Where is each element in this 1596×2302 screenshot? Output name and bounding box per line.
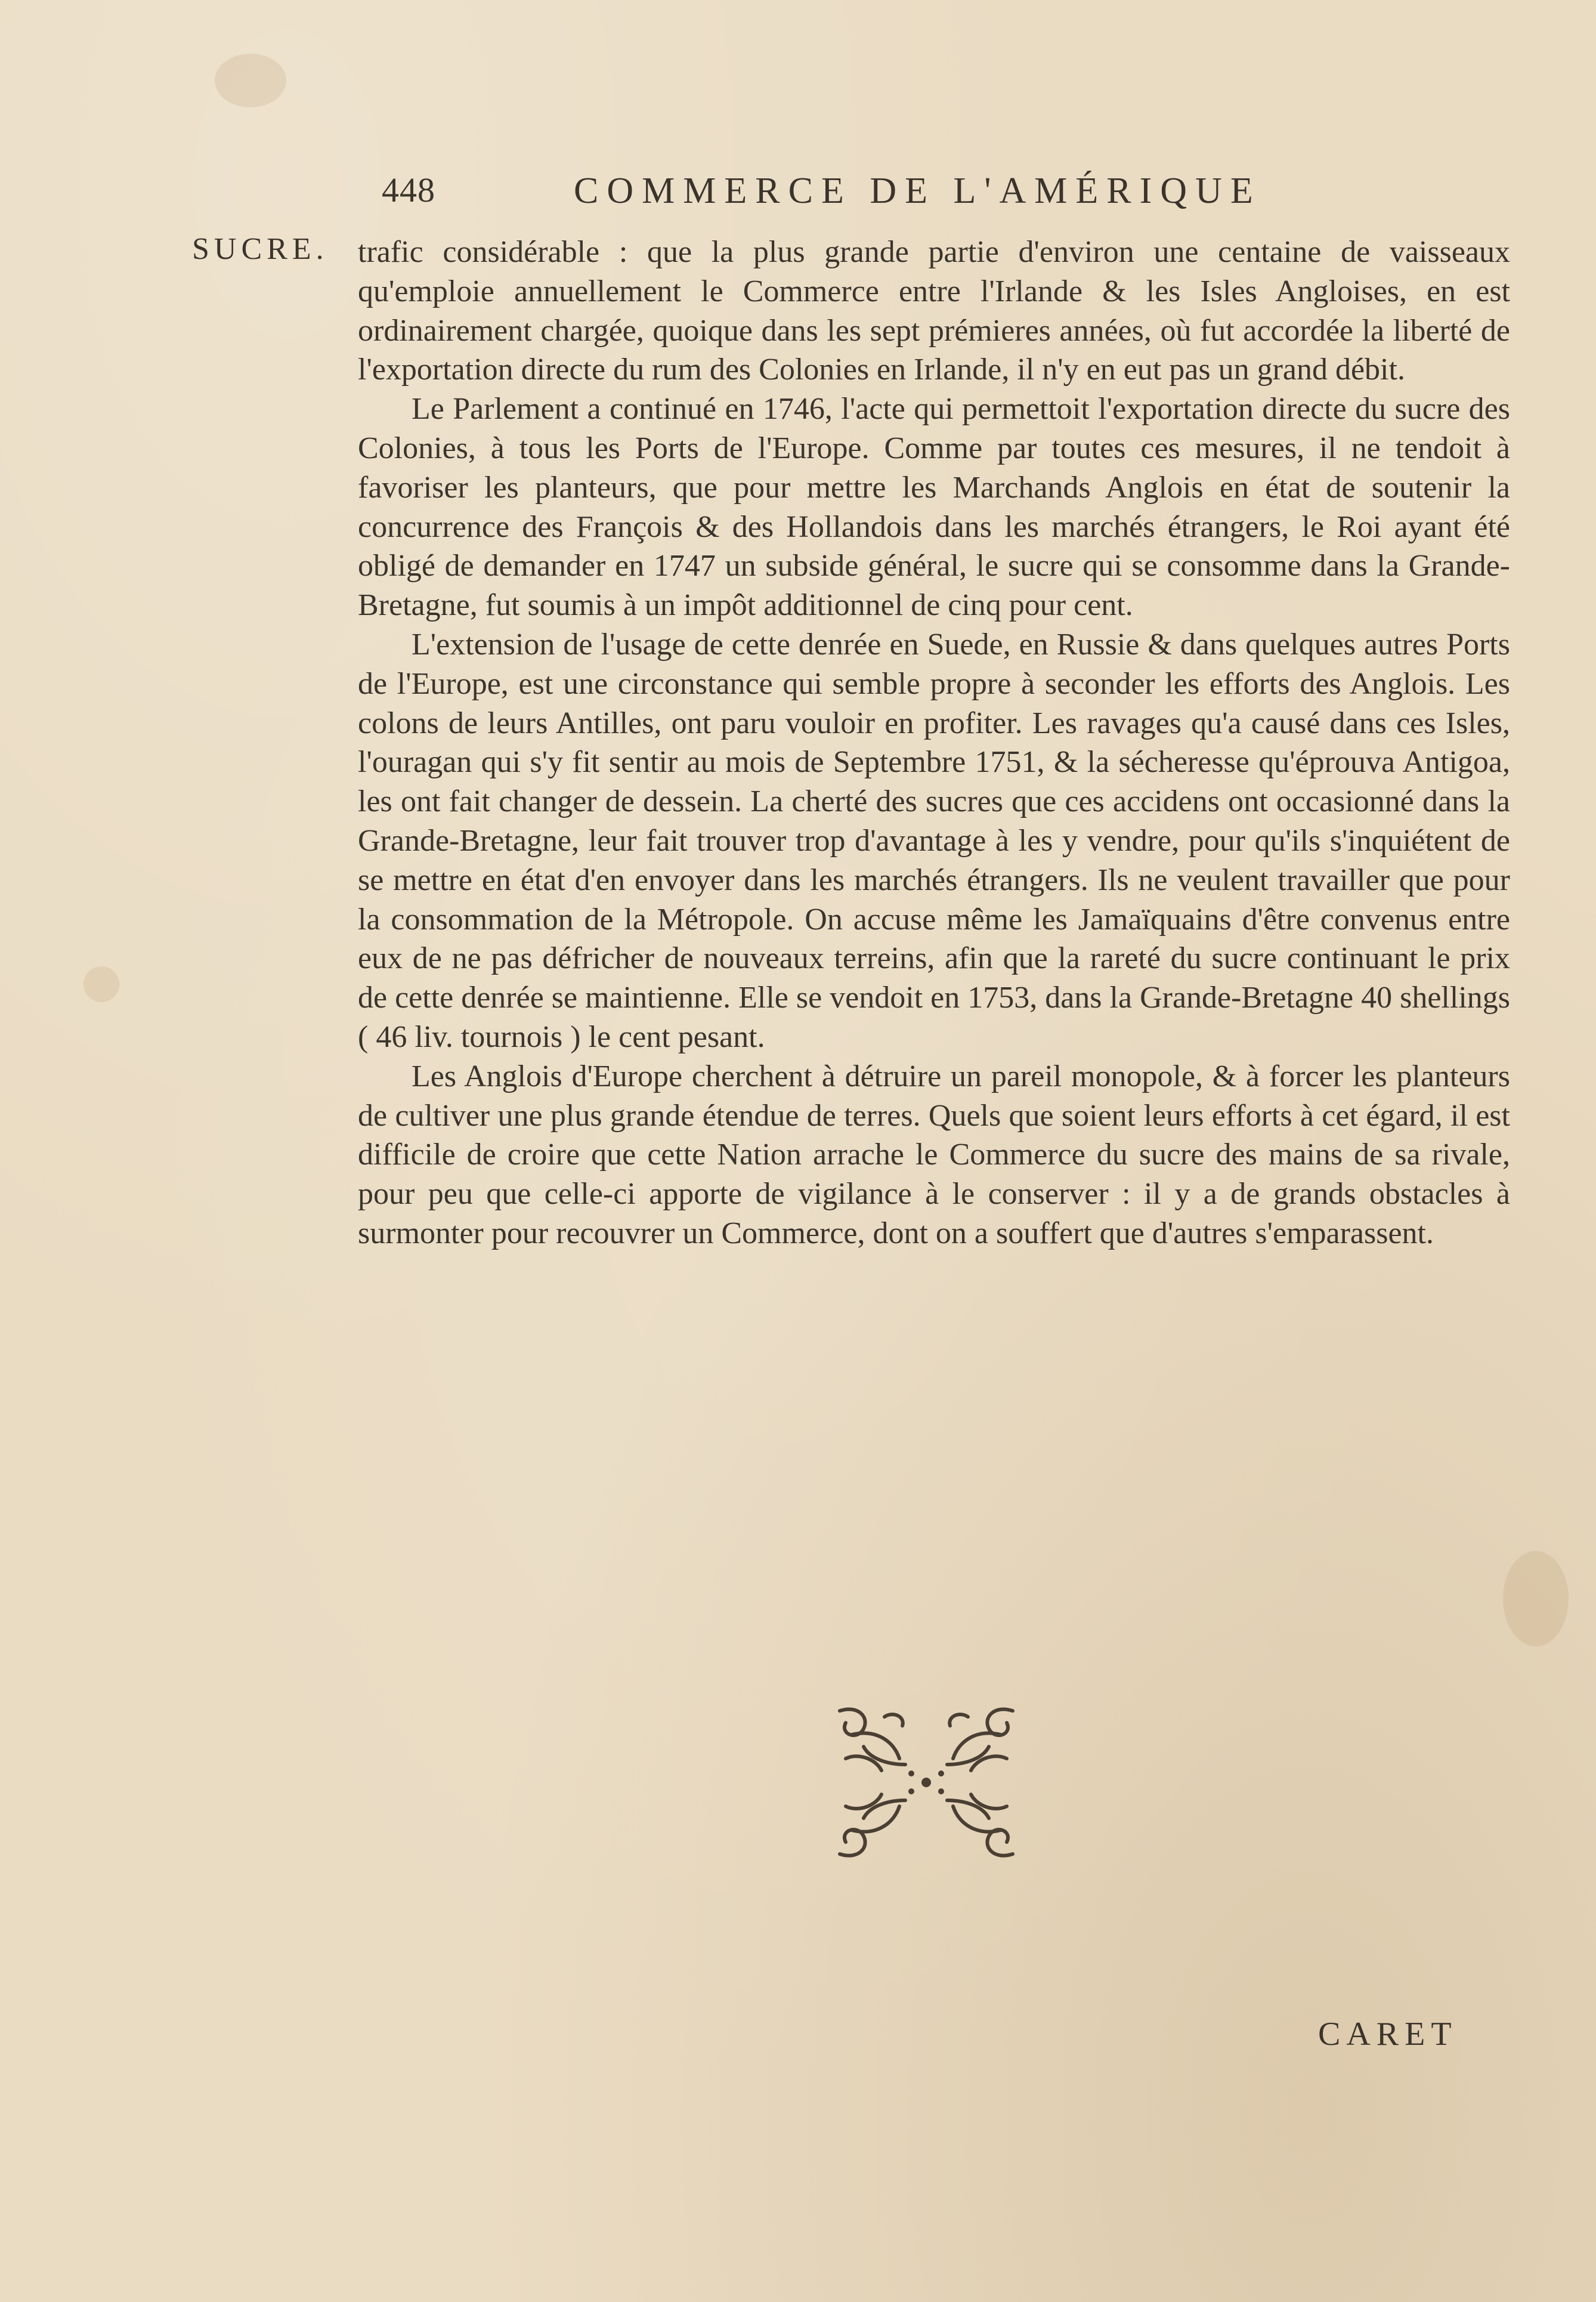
paragraph-1: trafic considérable : que la plus grande partie d'environ une centaine de vaisseaux qu'emploie annuellement le Commerce entre l'Irlande & les Isles Angloises, en est ordinairement chargée, quoique dans les sept prémieres années, où fut accordée la liberté de l'exportation directe du rum des Colonies en Irlande, il n'y en eut pas un grand débit.: [358, 235, 1510, 387]
page-number: 448: [382, 171, 435, 209]
page-header: [382, 170, 1372, 224]
paper-stain: [83, 966, 119, 1002]
catchword: CARET: [1318, 2016, 1458, 2053]
paragraph-2: Le Parlement a continué en 1746, l'acte qui permettoit l'exportation directe du sucre des Colonies, à tous les Ports de l'Europe. Comme par toutes ces mesures, il ne tendoit à favoriser les planteurs, que pour mettre les Marchands Anglois en état de soutenir la concurrence des François & des Hollandois dans les marchés étrangers, le Roi ayant été obligé de demander en 1747 un subside général, le sucre qui se consomme dans la Grande-Bretagne, fut soumis à un impôt additionnel de cinq pour cent.: [358, 392, 1510, 623]
floral-ornament-icon: [828, 1699, 1025, 1866]
running-head: COMMERCE DE L'AMÉRIQUE: [574, 171, 1261, 211]
paragraph-3: L'extension de l'usage de cette denrée en Suede, en Russie & dans quelques autres Ports de l'Europe, est une circonstance qui semble propre à seconder les efforts des Anglois. Les colons de leurs Antilles, ont paru vouloir en profiter. Les ravages qu'a causé dans ces Isles, l'ouragan qui s'y fit sentir au mois de Septembre 1751, & la sécheresse qu'éprouva Antigoa, les ont fait changer de dessein. La cherté des sucres que ces accidens ont occasionné dans la Grande-Bretagne, leur fait trouver trop d'avantage à les y vendre, pour qu'ils s'inquiétent de se mettre en état d'en envoyer dans les marchés étrangers. Ils ne veulent travailler que pour la consommation de la Métropole. On accuse même les Jamaïquains d'être convenus entre eux de ne pas défricher de nouveaux terreins, afin que la rareté du sucre continuant le prix de cette denrée se maintienne. Elle se vendoit en 1753, dans la Grande-Bretagne 40 shellings ( 46 liv. tournois ) le cent pesant.: [358, 627, 1510, 1054]
marginal-note: SUCRE.: [192, 232, 329, 266]
paper-stain: [215, 54, 286, 107]
paragraph-4: Les Anglois d'Europe cherchent à détruire un pareil monopole, & à forcer les planteurs de cultiver une plus grande étendue de terres. Quels que soient leurs efforts à cet égard, il est difficile de croire que cette Nation arrache le Commerce du sucre des mains de sa rivale, pour peu que celle-ci apporte de vigilance à le conserver : il y a de grands obstacles à surmonter pour recouvrer un Commerce, dont on a souffert que d'autres s'emparassent.: [358, 1059, 1510, 1250]
paper-stain: [1503, 1551, 1569, 1646]
text-body: [358, 233, 1510, 1253]
